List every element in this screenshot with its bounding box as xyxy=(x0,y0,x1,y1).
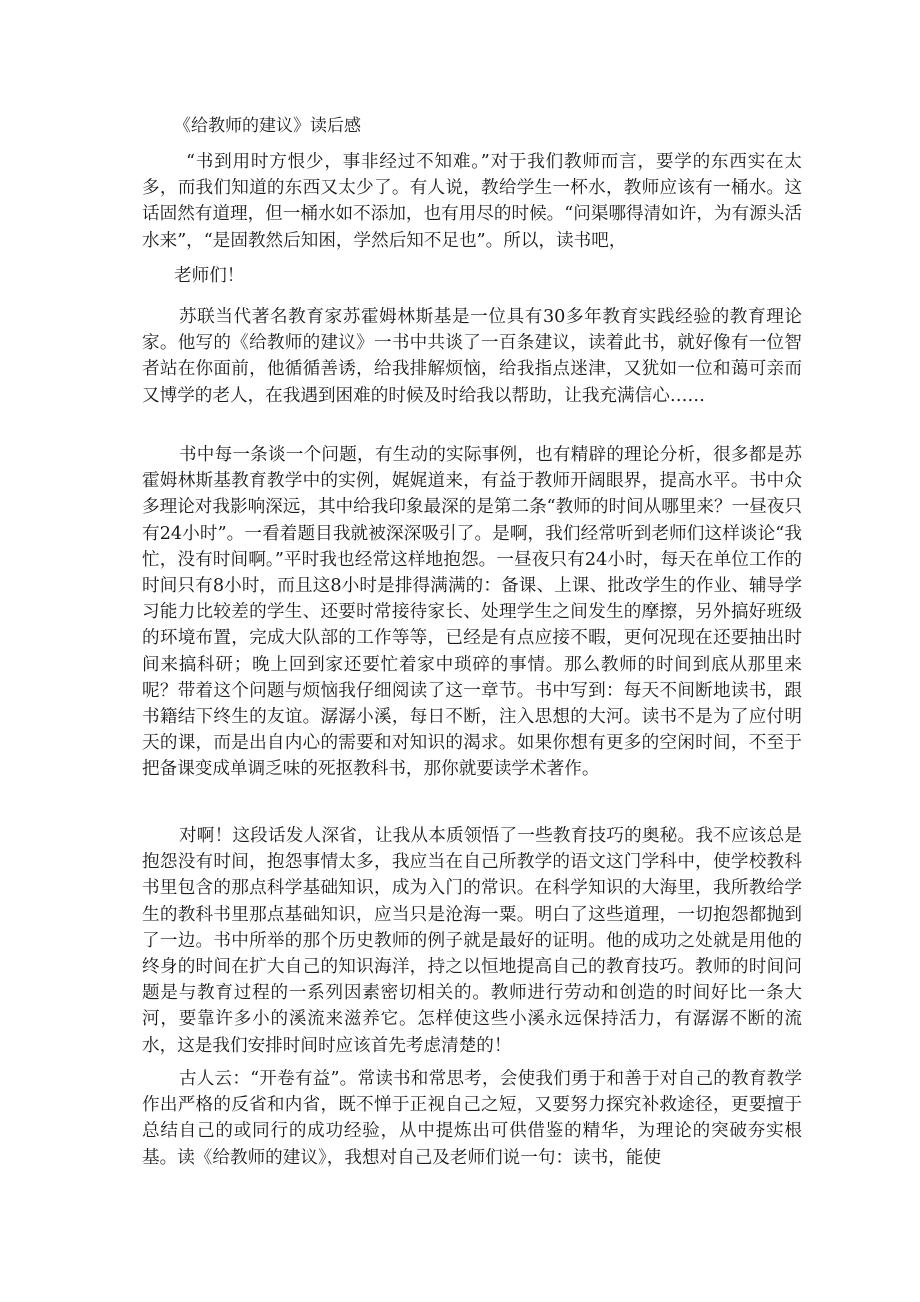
paragraph-opening-quote: “书到用时方恨少，事非经过不知难。”对于我们教师而言，要学的东西实在太多，而我们知道的东西又太少了。有人说，教给学生一杯水，教师应该有一桶水。这话固然有道理，但一桶水如不添加，也有用尽的时候。“问渠哪得清如许，为有源头活水来”，“是固教然后知困，学然后知不足也”。所以，读书吧， xyxy=(142,152,802,251)
document-title: 《给教师的建议》读后感 xyxy=(174,116,361,136)
paragraph-reflection: 对啊！这段话发人深省，让我从本质领悟了一些教育技巧的奥秘。我不应该总是抱怨没有时间，抱怨事情太多，我应当在自己所教学的语文这门学科中，使学校教科书里包含的那点科学基础知识，成为入门的常识。在科学知识的大海里，我所教给学生的教科书里那点基础知识，应当只是沧海一粟。明白了这些道理，一切抱怨都抛到了一边。书中所举的那个历史教师的例子就是最好的证明。他的成功之处就是用他的终身的时间在扩大自己的知识海洋，持之以恒地提高自己的教育技巧。教师的时间问题是与教育过程的一系列因素密切相关的。教师进行劳动和创造的时间好比一条大河，要靠许多小的溪流来滋养它。怎样使这些小溪永远保持活力，有潺潺不断的流水，这是我们安排时间时应该首先考虑清楚的！ xyxy=(142,826,802,1056)
paragraph-teacher-time: 书中每一条谈一个问题，有生动的实际事例，也有精辟的理论分析，很多都是苏霍姆林斯基教育教学中的实例，娓娓道来，有益于教师开阔眼界，提高水平。书中众多理论对我影响深远，其中给我印象最深的是第二条“教师的时间从哪里来？一昼夜只有24小时”。一看着题目我就被深深吸引了。是啊，我们经常听到老师们这样谈论“我忙，没有时间啊。”平时我也经常这样地抱怨。一昼夜只有24小时，每天在单位工作的时间只有8小时，而且这8小时是排得满满的：备课、上课、批改学生的作业、辅导学习能力比较差的学生、还要时常接待家长、处理学生之间发生的摩擦，另外搞好班级的环境布置，完成大队部的工作等等，已经是有点应接不暇，更何况现在还要抽出时间来搞科研；晚上回到家还要忙着家中琐碎的事情。那么教师的时间到底从那里来呢？带着这个问题与烦恼我仔细阅读了这一章节。书中写到：每天不间断地读书，跟书籍结下终生的友谊。潺潺小溪，每日不断，注入思想的大河。读书不是为了应付明天的课，而是出自内心的需要和对知识的渴求。如果你想有更多的空闲时间，不至于把备课变成单调乏味的死抠教科书，那你就要读学术著作。 xyxy=(142,445,802,780)
paragraph-author-intro: 苏联当代著名教育家苏霍姆林斯基是一位具有30多年教育实践经验的教育理论家。他写的《给教师的建议》一书中共谈了一百条建议，读着此书，就好像有一位智者站在你面前，他循循善诱，给我排解烦恼，给我指点迷津，又犹如一位和蔼可亲而又博学的老人，在我遇到困难的时候及时给我以帮助，让我充满信心…… xyxy=(142,307,802,406)
paragraph-teachers-call: 老师们！ xyxy=(174,266,245,286)
paragraph-conclusion: 古人云：“开卷有益”。常读书和常思考，会使我们勇于和善于对自己的教育教学作出严格的反省和内省，既不惮于正视自己之短，又要努力探究补救途径，更要擅于总结自己的或同行的成功经验，从中提炼出可供借鉴的精华，为理论的突破夯实根基。读《给教师的建议》，我想对自己及老师们说一句：读书，能使 xyxy=(142,1069,802,1168)
